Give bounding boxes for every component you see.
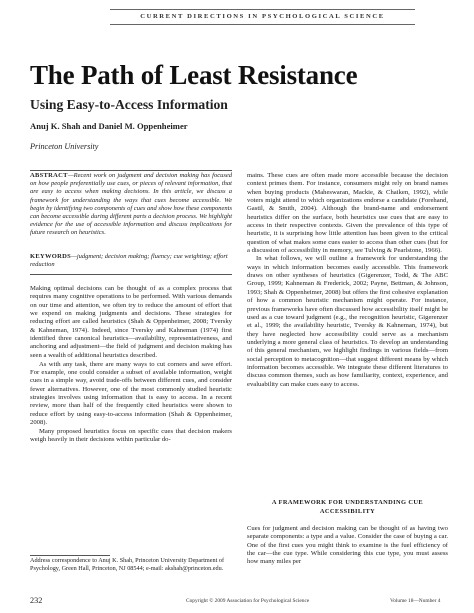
body-column-left: [30, 285, 232, 445]
keywords-text: —judgment; decision making; fluency; cue weighting; effort reduction: [30, 253, 228, 269]
keywords: [30, 253, 232, 269]
abstract-rule-top: [30, 170, 232, 171]
body-paragraph: As with any task, there are many ways to cut corners and save effort. For example, one could consider a subset of available information, weight cues in a simple way, avoid trade-offs between different cues, and consider fewer alternatives. However, one of the most commonly studied heuristic strategies involves using information that is easy to access. In a recent review, more than half of the frequently cited heuristics were shown to reduce effort by using easy-to-access information (Shah & Oppenheimer, 2008).: [30, 360, 232, 426]
correspondence-footnote: Address correspondence to Anuj K. Shah, Princeton University Department of Psychology, Green Hall, Princeton, NJ 08544; e-mail: akshah@princeton.edu.: [30, 557, 225, 572]
author-list: Anuj K. Shah and Daniel M. Oppenheimer: [30, 121, 188, 131]
running-head-rule-top: [110, 9, 415, 10]
body-paragraph: Cues for judgment and decision making can be thought of as having two separate components: a type and a value. Consider the case of buying a car. One of the first cues you might think to examine is the fuel efficiency of the car—the cue type. While considering this cue type, you must assess how many miles per: [247, 525, 448, 566]
body-column-right: [247, 172, 448, 389]
abstract-text: —Recent work on judgment and decision making has focused on how people preferentially use cues, or pieces of relevant information, that are easy to access when making decisions. In this article, we discuss a framework for understanding the ways that cues become accessible. We begin by identifying two components of cues and show how these components can become accessible during different parts a decision process. We highlight evidence for the use of accessible information and discuss implications for future research on heuristics.: [30, 172, 233, 237]
body-paragraph: mains. These cues are often made more accessible because the decision context primes them. For instance, consumers might rely on brand names when buying products (Maheswaran, Mackie, & Chaiken, 1992), while voters might attend to which organizations endorse a candidate (Forehand, Gastil, & Smith, 2004). Although the brand-name and endorsement heuristics differ on the surface, both heuristics use cues that are easy to access in their respective contexts. Given the prevalence of this type of heuristic, it is surprising how little attention has been given to the critical question of what makes some cues easier to access than other cues (but for a discussion of accessibility in memory, see Tulving & Pearlstone, 1966).: [247, 172, 448, 255]
footnote-rule: [30, 555, 110, 556]
running-head: CURRENT DIRECTIONS IN PSYCHOLOGICAL SCIENCE: [140, 13, 385, 20]
body-paragraph: In what follows, we will outline a framework for understanding the ways in which information becomes easily accessible. This framework draws on other syntheses of heuristics (Gigerenzer, Todd, & The ABC Group, 1999; Kahneman & Frederick, 2002; Payne, Bettman, & Johnson, 1993; Shah & Oppenheimer, 2008) but offers the first cohesive explanation of how a common heuristic mechanism might operate. For instance, previous frameworks have often discussed how accessibility itself might be used as a cue toward judgment (e.g., the recognition heuristic, Gigerenzer et al., 1999; the availability heuristic, Tversky & Kahneman, 1974), but they have neglected how accessibility could serve as a mechanism underlying a more general class of heuristics. To develop an understanding of this general mechanism, we highlight findings in various fields—from social perception to metacognition—that suggest different means by which information becomes accessible. We integrate these different literatures to discuss common themes, such as how familiarity, context, experience, and evaluability can make cues easy to access.: [247, 255, 448, 388]
abstract: [30, 172, 232, 238]
body-paragraph: Making optimal decisions can be thought of as a complex process that requires many cognitive operations to be performed. With various demands on our time and attention, we often try to reduce the amount of effort that we expend on making judgments and decisions. These strategies for reducing effort are called heuristics (Shah & Oppenheimer, 2008; Tversky & Kahneman, 1974). Indeed, since Tversky and Kahneman (1974) first identified three canonical heuristics—availability, representativeness, and anchoring and adjustment—the field of judgment and decision making has seen a wealth of additional heuristics described.: [30, 285, 232, 359]
article-title: The Path of Least Resistance: [30, 60, 358, 90]
volume-issue: Volume 18—Number 4: [390, 598, 441, 604]
abstract-rule-bottom: [30, 274, 232, 275]
article-subtitle: Using Easy-to-Access Information: [30, 97, 228, 112]
abstract-block: [30, 172, 232, 249]
affiliation: Princeton University: [30, 142, 99, 151]
section-heading: A FRAMEWORK FOR UNDERSTANDING CUE ACCESSIBILITY: [271, 499, 424, 515]
abstract-label: ABSTRACT: [30, 172, 68, 179]
copyright-line: Copyright © 2009 Association for Psychological Science: [186, 598, 310, 604]
body-paragraph: Many proposed heuristics focus on specific cues that decision makers weigh heavily in their decisions within particular do-: [30, 427, 232, 444]
keywords-label: KEYWORDS: [30, 253, 72, 260]
running-head-rule-bottom: [110, 24, 415, 25]
page-number: 232: [30, 596, 43, 605]
